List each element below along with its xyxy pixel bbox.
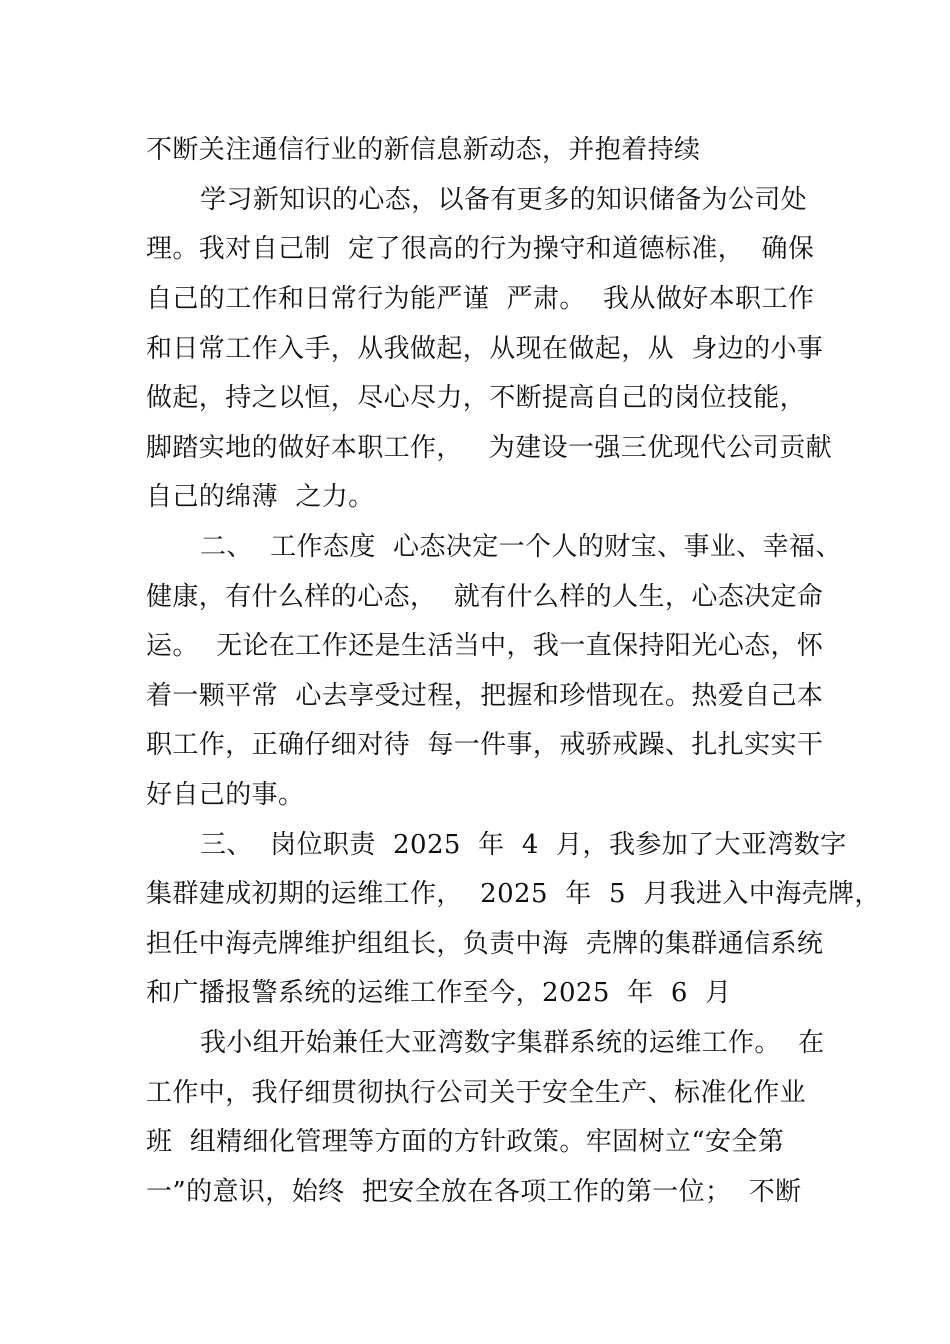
text-line-4: 自己的工作和日常行为能严谨 严肃。 我从做好本职工作 <box>146 284 815 314</box>
text-line-19: 我小组开始兼任大亚湾数字集群系统的运维工作。 在 <box>200 1028 825 1058</box>
text-line-22: 一”的意识，始终 把安全放在各项工作的第一位； 不断 <box>146 1177 802 1207</box>
text-line-9: 二、 工作态度 心态决定一个人的财宝、事业、幸福、 <box>200 532 842 562</box>
text-line-11: 运。 无论在工作还是生活当中，我一直保持阳光心态，怀 <box>146 631 824 661</box>
text-line-16: 集群建成初期的运维工作， 2025 年 5 月我进入中海壳牌， <box>146 879 881 909</box>
text-line-2: 学习新知识的心态，以备有更多的知识储备为公司处 <box>200 185 808 215</box>
text-line-14: 好自己的事。 <box>146 780 305 810</box>
text-line-13: 职工作，正确仔细对待 每一件事，戒骄戒躁、扎扎实实干 <box>146 730 824 760</box>
text-line-1: 不断关注通信行业的新信息新动态，并抱着持续 <box>146 135 701 165</box>
text-line-8: 自己的绵薄 之力。 <box>146 482 375 512</box>
text-line-5: 和日常工作入手，从我做起，从现在做起，从 身边的小事 <box>146 334 824 364</box>
text-line-10: 健康，有什么样的心态， 就有什么样的人生，心态决定命 <box>146 582 824 612</box>
text-line-7: 脚踏实地的做好本职工作， 为建设一强三优现代公司贡献 <box>146 433 832 463</box>
text-line-3: 理。我对自己制 定了很高的行为操守和道德标准， 确保 <box>146 234 815 264</box>
text-line-18: 和广播报警系统的运维工作至今，2025 年 6 月 <box>146 978 732 1008</box>
text-line-17: 担任中海壳牌维护组组长，负责中海 壳牌的集群通信系统 <box>146 929 824 959</box>
text-line-21: 班 组精细化管理等方面的方针政策。牢固树立“安全第 <box>146 1127 785 1157</box>
text-line-6: 做起，持之以恒，尽心尽力，不断提高自己的岗位技能， <box>146 383 807 413</box>
text-line-12: 着一颗平常 心去享受过程，把握和珍惜现在。热爱自己本 <box>146 681 824 711</box>
text-line-20: 工作中，我仔细贯彻执行公司关于安全生产、标准化作业 <box>146 1078 807 1108</box>
text-line-15: 三、 岗位职责 2025 年 4 月，我参加了大亚湾数字 <box>200 830 847 860</box>
